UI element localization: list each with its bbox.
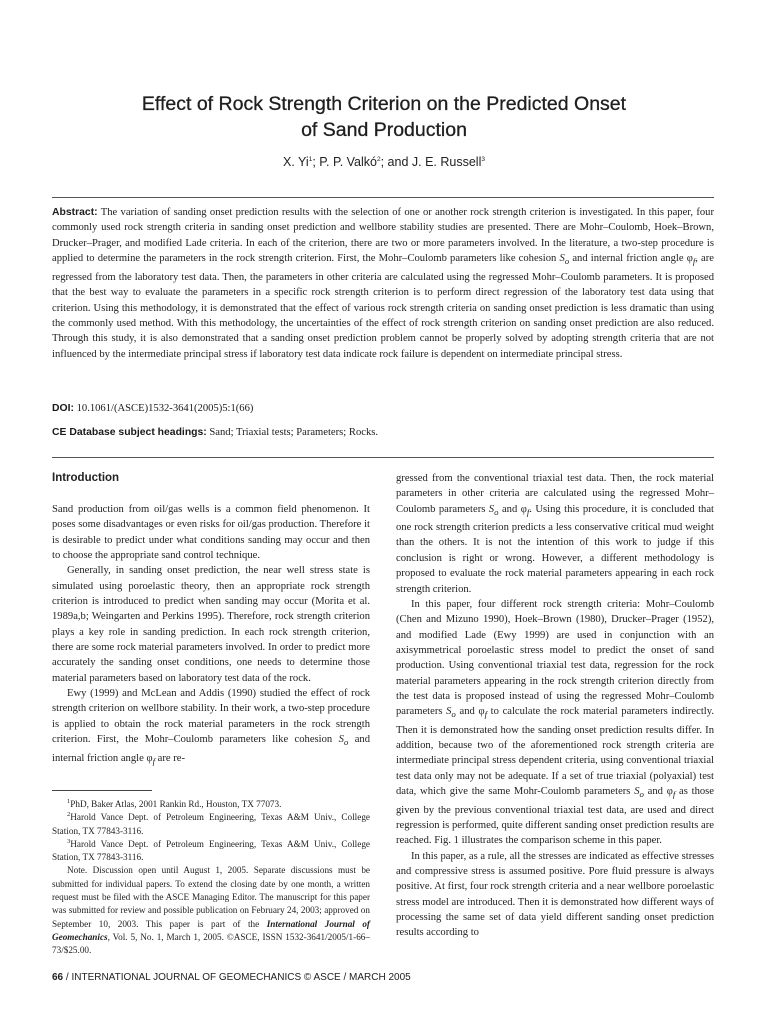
author-2: ; P. P. Valkó	[312, 155, 377, 169]
intro-paragraph-2: Generally, in sanding onset prediction, the near well stress state is simulated using poroelastic theory, then an appropriate rock strength criterion is introduced to predict when sanding may occur (Morita et al. 1989a,b; Weingarten and Perkins 1995). Therefore, rock strength criterion plays a key role in sanding prediction. In each rock strength criterion, there are some rock material parameters involved. In order to predict more accurately the sanding onset conditions, one needs to determine those material parameters based on laboratory test data of the rock.	[52, 565, 370, 684]
symbol-so: S	[446, 706, 452, 718]
author-2-affil: 2	[376, 155, 381, 163]
footnote-1	[52, 798, 370, 811]
journal-name: International Journal of Geomechanics	[52, 918, 370, 942]
author-3-affil: 3	[481, 155, 485, 163]
symbol-so: S	[488, 503, 495, 515]
author-list	[60, 155, 708, 169]
header-rule-bottom	[52, 457, 714, 458]
symbol-so-sub: o	[564, 256, 570, 267]
abstract	[52, 205, 714, 362]
page-footer	[52, 972, 411, 983]
subject-headings-label: CE Database subject headings:	[52, 427, 207, 438]
symbol-phi-sub: f	[152, 755, 156, 766]
symbol-phi: φ	[686, 253, 693, 265]
footer-journal-text: / INTERNATIONAL JOURNAL OF GEOMECHANICS © ASCE / MARCH 2005	[63, 972, 411, 983]
footnote-1-text: PhD, Baker Atlas, 2001 Rankin Rd., Houston, TX 77073.	[70, 799, 282, 809]
right-p2-text-b: and	[455, 706, 479, 718]
right-paragraph-3: In this paper, as a rule, all the stresses are indicated as effective stresses and compressive stress is assumed positive. Pore fluid pressure is always positive. At first, four rock strength criteria and a near wellbore poroelastic stress model are introduced. Then it is demonstrated how different ways of processing the same set of data yield different sanding onset prediction results according to	[396, 850, 714, 939]
left-column	[52, 471, 370, 769]
right-column	[396, 471, 714, 941]
right-p1-text-c: . Using this procedure, it is concluded that one rock strength criterion predicts a less conservative critical mud weight than the others. It is not the intention of this work to judge if this conclusion is right or wrong. However, a different methodology is proposed to evaluate the rock material parameters appearing in each rock strength criterion.	[396, 503, 715, 595]
subject-headings	[52, 427, 378, 438]
intro-p3-text-b: and internal friction angle	[52, 734, 371, 764]
subject-headings-value: Sand; Triaxial tests; Parameters; Rocks.	[209, 427, 379, 438]
footnote-rule	[52, 790, 152, 791]
symbol-so: S	[634, 786, 640, 798]
footnote-note-text-b: , Vol. 5, No. 1, March 1, 2005. ©ASCE, ISSN 1532-3641/2005/1-66–73/$25.00.	[52, 931, 370, 956]
doi-value[interactable]: 10.1061/(ASCE)1532-3641(2005)5:1(66)	[76, 403, 254, 414]
author-3: ; and J. E. Russell	[380, 155, 482, 169]
abstract-text-3: , are regressed from the laboratory test data. Then, the parameters in other criteria are calculated using the regressed Mohr–Coulomb parameters. It is proposed that the best way to evaluate the parameters in a specific rock strength criterion is to perform direct regression of the laboratory test data using that criterion. Using this methodology, it is demonstrated that the effect of various rock strength criteria on sanding onset prediction is less dramatic than using the commonly used method. With this methodology, the uncertainties of the effect of rock strength criterion on sanding onset prediction are also reduced. Through this study, it is also demonstrated that a sanding onset prediction problem cannot be properly solved by adopting strength criteria that are not influenced by the intermediate principal stress if laboratory test data indicate rock failure is dependent on intermediate principal stress.	[52, 253, 714, 360]
right-p2-text-a: In this paper, four different rock strength criteria: Mohr–Coulomb (Chen and Mizuno 1990), Hoek–Brown (1980), Drucker–Prager (1952), and modified Lade (Ewy 1999) are used in conjunction with an axisymmetrical poroelastic stress model to predict the onset of sand production. Using conventional triaxial test data, regression for the rock material parameters appearing in the rock strength criterion directly from the test data is proposed instead of using the regressed Mohr–Coulomb parameters	[396, 598, 714, 718]
symbol-so: S	[338, 734, 344, 746]
footnote-note	[52, 864, 370, 957]
symbol-so-sub: o	[494, 506, 499, 517]
footnote-3	[52, 838, 370, 865]
right-p1-text-b: and	[498, 503, 521, 515]
symbol-phi-sub: f	[526, 506, 530, 517]
right-p2-text-e: as those given by the previous conventional triaxial test data, are used and direct regression is performed, quite different sanding onset prediction results are reached. Fig. 1 illustrates the comparison scheme in this paper.	[396, 786, 714, 847]
symbol-phi: φ	[520, 503, 527, 515]
footnote-1-mark: 1	[67, 797, 71, 805]
footnote-2	[52, 811, 370, 838]
symbol-so-sub: o	[639, 789, 644, 800]
author-1-affil: 1	[308, 155, 313, 163]
doi-line	[52, 403, 253, 414]
symbol-so: S	[559, 253, 565, 265]
header-rule-top	[52, 197, 714, 198]
intro-paragraph-3	[52, 686, 370, 769]
footnote-3-text: Harold Vance Dept. of Petroleum Engineering, Texas A&M Univ., College Station, TX 77843-3116.	[52, 838, 370, 863]
symbol-phi: φ	[146, 752, 153, 764]
symbol-phi-sub: f	[672, 789, 676, 800]
footnote-2-mark: 2	[67, 811, 71, 819]
footnote-2-text: Harold Vance Dept. of Petroleum Engineering, Texas A&M Univ., College Station, TX 77843-3116.	[52, 812, 370, 836]
symbol-phi-sub: f	[484, 709, 488, 720]
symbol-so-sub: o	[451, 709, 456, 720]
right-p2-text-d: and	[643, 786, 667, 798]
abstract-text-1: The variation of sanding onset prediction results with the selection of one or another rock strength criterion is investigated. In this paper, four commonly used rock strength criteria in sanding onset prediction and wellbore stability studies are presented. There are Mohr–Coulomb, Hoek–Brown, Drucker–Prager, and modified Lade criteria. In each of the criterion, there are two or more parameters involved. In the literature, a two-step procedure is applied to determine the parameters in the rock strength criterion. First, the Mohr–Coulomb parameters like cohesion	[52, 207, 714, 265]
symbol-phi-sub: f	[692, 256, 696, 267]
intro-p3-text-c: are re-	[155, 752, 186, 764]
page-number: 66	[52, 972, 64, 983]
footnotes	[52, 798, 370, 958]
symbol-so-sub: o	[343, 737, 349, 748]
footnote-note-text-a: Note. Discussion open until August 1, 2005. Separate discussions must be submitted for individual papers. To extend the closing date by one month, a written request must be filed with the ASCE Managing Editor. The manuscript for this paper was submitted for review and possible publication on February 24, 2003; approved on September 10, 2003. This paper is part of the	[52, 865, 370, 929]
right-paragraph-2	[396, 597, 714, 849]
title-line-2: of Sand Production	[301, 119, 467, 141]
abstract-text-2: and internal friction angle	[569, 253, 687, 265]
intro-p3-text-a: Ewy (1999) and McLean and Addis (1990) studied the effect of rock strength criterion on wellbore stability. In their work, a two-step procedure is applied to obtain the rock material parameters in the rock strength criterion. First, the Mohr–Coulomb parameters like cohesion	[52, 688, 370, 746]
right-p2-text-c: to calculate the rock material parameters indirectly. Then it is demonstrated how the sanding onset prediction results differ. In addition, because two of the aforementioned rock strength criteria are intermediate principal stress dependent criteria, using conventional triaxial test data only may not be adequate. If a set of true triaxial (polyaxial) test data, which give the same Mohr-Coulomb parameters	[396, 706, 714, 798]
right-p1-text-a: gressed from the conventional triaxial test data. Then, the rock material parameters in other criteria are calculated using the regressed Mohr–Coulomb parameters	[396, 473, 714, 515]
symbol-phi: φ	[478, 706, 485, 718]
author-1: X. Yi	[283, 155, 309, 169]
paper-title	[60, 91, 708, 143]
doi-label: DOI:	[52, 403, 74, 414]
intro-paragraph-1: Sand production from oil/gas wells is a common field phenomenon. It poses some disadvantages or even risks for oil/gas production. Therefore it is desirable to predict under what conditions sanding may occur and then to choose the appropriate sand control technique.	[52, 504, 370, 562]
symbol-phi: φ	[666, 786, 673, 798]
title-line-1: Effect of Rock Strength Criterion on the Predicted Onset	[141, 93, 627, 115]
footnote-3-mark: 3	[67, 837, 71, 845]
section-heading-introduction: Introduction	[52, 472, 120, 484]
right-paragraph-1	[396, 471, 714, 597]
abstract-label: Abstract:	[52, 207, 98, 218]
